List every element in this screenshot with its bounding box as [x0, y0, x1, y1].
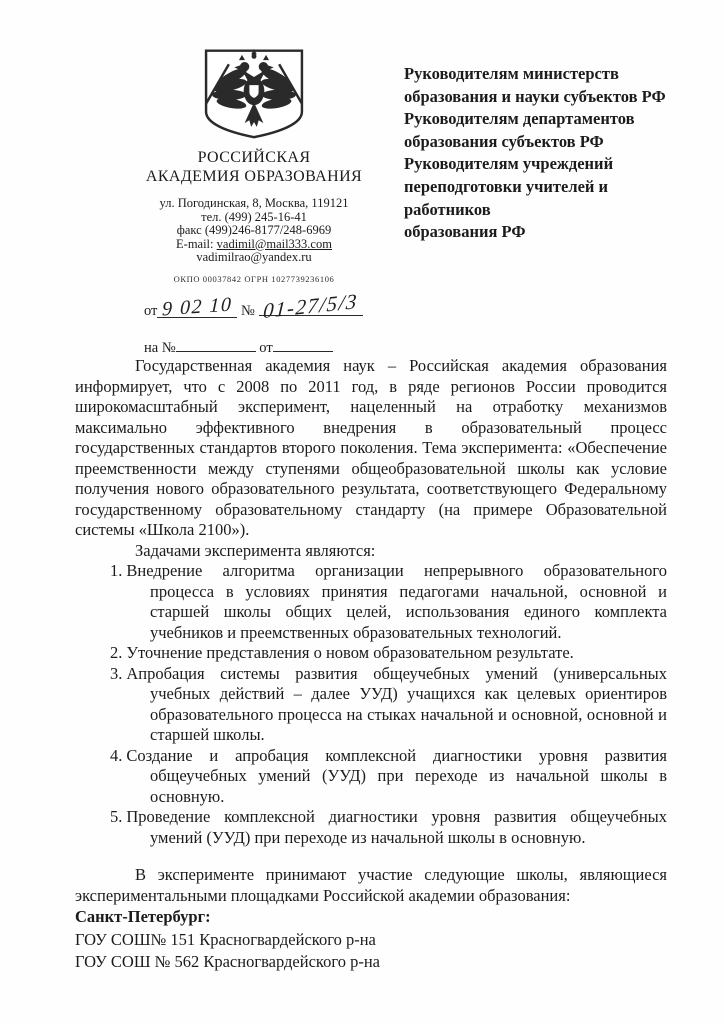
email-row [128, 238, 380, 252]
ref-number-label: № [241, 302, 255, 319]
ref-outgoing-row [144, 288, 380, 324]
contact-block [128, 197, 380, 265]
org-name-line1: РОССИЙСКАЯ [197, 149, 311, 166]
addressee-block [404, 63, 704, 244]
school-item: ГОУ СОШ № 562 Красногвардейского р-на [75, 952, 380, 971]
email-secondary: vadimilrao@yandex.ru [196, 250, 312, 265]
ref-date-label: от [144, 302, 158, 319]
school-item: ГОУ СОШ№ 151 Красногвардейского р-на [75, 929, 376, 949]
addressee-line: образования РФ [404, 222, 526, 242]
participation-paragraph: В эксперименте принимают участие следующие школы, являющиеся экспериментальными площадками Российской академии образования: [75, 865, 667, 905]
tasks-list [75, 561, 667, 848]
russia-coat-of-arms-icon [197, 46, 311, 140]
email-label: E-mail: [176, 236, 214, 251]
task-number: 2. [110, 643, 123, 662]
ref-incoming-row [144, 332, 380, 357]
org-fax: факс (499)246-8177/248-6969 [176, 223, 332, 238]
letter-body [75, 356, 667, 974]
addressee-line: образования субъектов РФ [404, 131, 604, 151]
opening-paragraph: Государственная академия наук – Российская академия образования информирует, что с 2008 по 2011 год, в ряде регионов России проводится широкомасштабный эксперимент, нацеленный на отработку механизмов максимально эффективного внедрения в образовательный процесс государственных стандартов второго поколения. Тема эксперимента: «Обеспечение преемственности между ступенями общеобразовательной школы как условие получения нового образовательного результата, соответствующего Федеральному государственному образовательному стандарту (на примере Образовательной системы «Школа 2100»). [75, 356, 667, 539]
task-item: 4. Создание и апробация комплексной диагностики уровня развития общеучебных умений (УУД) при переходе из начальной школы в основную. [110, 745, 667, 806]
letterhead [128, 46, 380, 357]
task-item: 1. Внедрение алгоритма организации непрерывного образовательного процесса в условиях принятия педагогами начальной, основной и старшей школы общих целей, использования единого комплекта учебников и преемственных образовательных технологий. [110, 561, 667, 642]
city-header: Санкт-Петербург: [75, 907, 211, 926]
schools-block [75, 906, 667, 974]
task-number: 5. [110, 807, 123, 826]
okpo-ogrn: ОКПО 00037842 ОГРН 1027739236106 [173, 273, 335, 284]
task-item: 5. Проведение комплексной диагностики уровня развития общеучебных умений (УУД) при переходе из начальной школы в основную. [110, 807, 667, 847]
ref-reply-number-blank [176, 332, 256, 352]
ref-reply-number-label: на № [144, 339, 176, 356]
schools-list [75, 929, 667, 974]
addressee-line: Руководителям учреждений [404, 154, 614, 174]
ref-reply-date-blank [273, 332, 333, 352]
addressee-line: работников [404, 199, 491, 219]
addressee-line: образования и науки субъектов РФ [404, 86, 666, 106]
org-phone: тел. (499) 245-16-41 [201, 209, 307, 224]
tasks-intro: Задачами эксперимента являются: [135, 540, 376, 560]
org-name-line2: АКАДЕМИЯ ОБРАЗОВАНИЯ [145, 168, 363, 185]
task-number: 4. [110, 745, 123, 765]
task-number: 1. [110, 561, 123, 580]
org-address: ул. Погодинская, 8, Москва, 119121 [159, 196, 349, 210]
task-item: 3. Апробация системы развития общеучебных умений (универсальных учебных действий – далее УУД) учащихся как целевых ориентиров образовательного процесса на стыках начальной и основной, основной и старшей школы. [110, 663, 667, 744]
task-item: 2. Уточнение представления о новом образовательном результате. [110, 643, 574, 662]
ref-reply-date-label: от [259, 339, 273, 356]
addressee-line: Руководителям министерств [404, 64, 619, 83]
email-primary: vadimil@mail333.com [216, 236, 332, 251]
task-number: 3. [110, 663, 123, 683]
ref-date-handwritten: 9 02 10 [161, 293, 233, 321]
addressee-line: Руководителям департаментов [404, 109, 635, 129]
reference-block [128, 288, 380, 357]
addressee-line: переподготовки учителей и [404, 176, 609, 196]
ref-number-handwritten: 01-27/5/3 [262, 288, 359, 324]
